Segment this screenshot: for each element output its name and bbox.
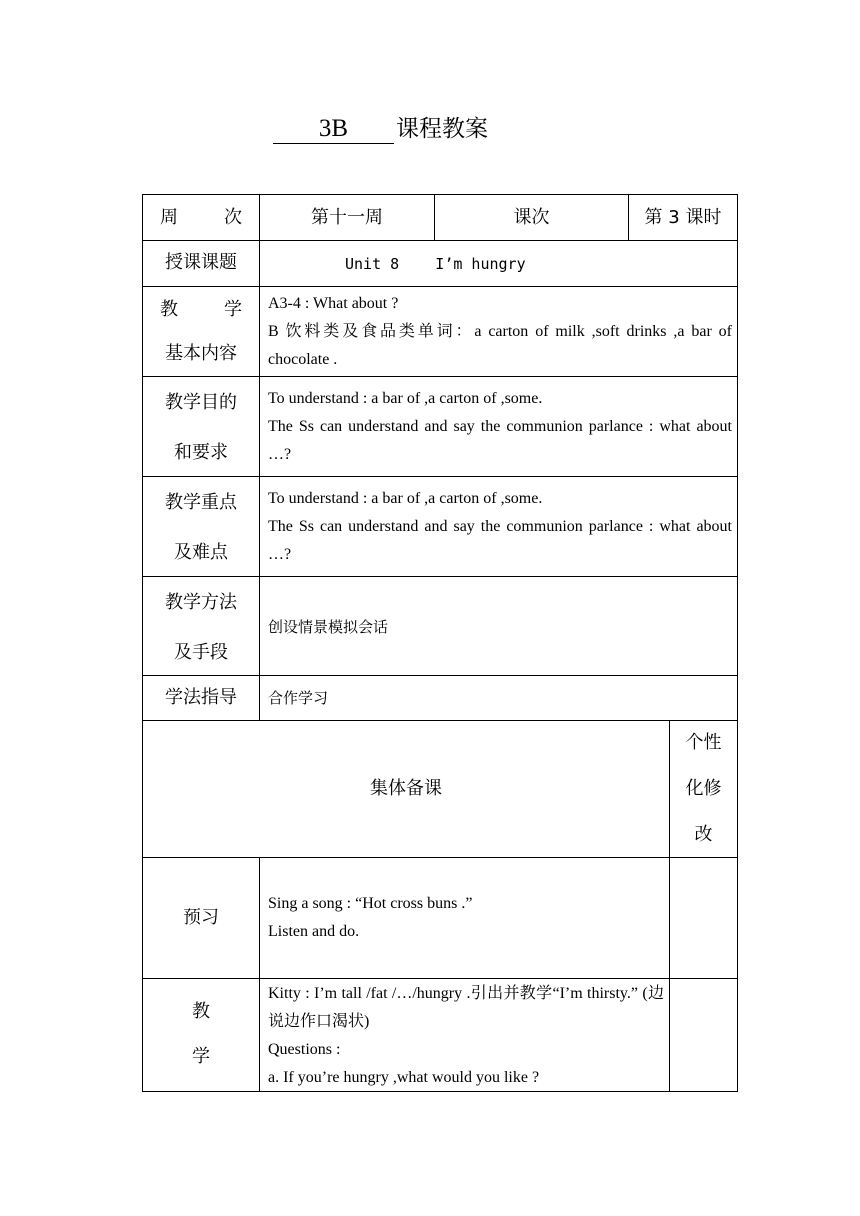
table-divider <box>142 576 738 577</box>
table-border <box>142 194 738 195</box>
teaching-text: Kitty : I’m tall /fat /…/hungry .引出并教学“I’m thirsty.” (边说边作口渴状) Questions : a. If you’re hungry ,what would you like ? <box>268 985 664 1086</box>
table-divider <box>142 978 738 979</box>
guidance-text: 合作学习 <box>268 689 329 707</box>
table-divider <box>142 476 738 477</box>
table-divider <box>142 240 738 241</box>
preview-text: Sing a song : “Hot cross buns .” Listen and do. <box>268 895 473 940</box>
week-value: 第十一周 <box>311 207 383 228</box>
grade-label: 3B <box>273 113 394 144</box>
week-label: 周 次 <box>160 207 242 228</box>
title-text: 课程教案 <box>396 116 488 142</box>
table-divider <box>259 857 260 1092</box>
teaching-label: 教 学 <box>192 1001 210 1067</box>
key-points-label: 教学重点 及难点 <box>165 492 237 563</box>
key-points-text: To understand : a bar of ,a carton of ,some. The Ss can understand and say the communion parlance : what about …? <box>268 490 732 563</box>
table-divider <box>142 720 738 721</box>
guidance-label: 学法指导 <box>165 687 237 708</box>
collective-prep-label: 集体备课 <box>370 778 442 799</box>
page-title <box>273 112 673 146</box>
lesson-value: 第 3 课时 <box>644 207 722 228</box>
topic-label: 授课课题 <box>165 252 237 273</box>
goals-text: To understand : a bar of ,a carton of ,some. The Ss can understand and say the communion parlance : what about …? <box>268 390 732 463</box>
table-border <box>737 194 738 1092</box>
table-divider <box>142 675 738 676</box>
table-divider <box>142 376 738 377</box>
table-divider <box>142 286 738 287</box>
topic-value: Unit 8 I’m hungry <box>345 255 526 273</box>
methods-label: 教学方法 及手段 <box>165 592 237 663</box>
table-divider <box>142 857 738 858</box>
goals-label: 教学目的 和要求 <box>165 392 237 463</box>
table-divider <box>259 194 260 721</box>
methods-text: 创设情景模拟会话 <box>268 618 389 636</box>
basic-content-label: 教 学 基本内容 <box>160 299 242 364</box>
personal-revision-label: 个性 化修 改 <box>685 732 722 845</box>
lesson-label: 课次 <box>513 207 550 228</box>
basic-content-text: A3-4 : What about ? B 饮料类及食品类单词：a carton of milk ,soft drinks ,a bar of chocolate . <box>268 295 732 368</box>
preview-label: 预习 <box>183 907 219 928</box>
